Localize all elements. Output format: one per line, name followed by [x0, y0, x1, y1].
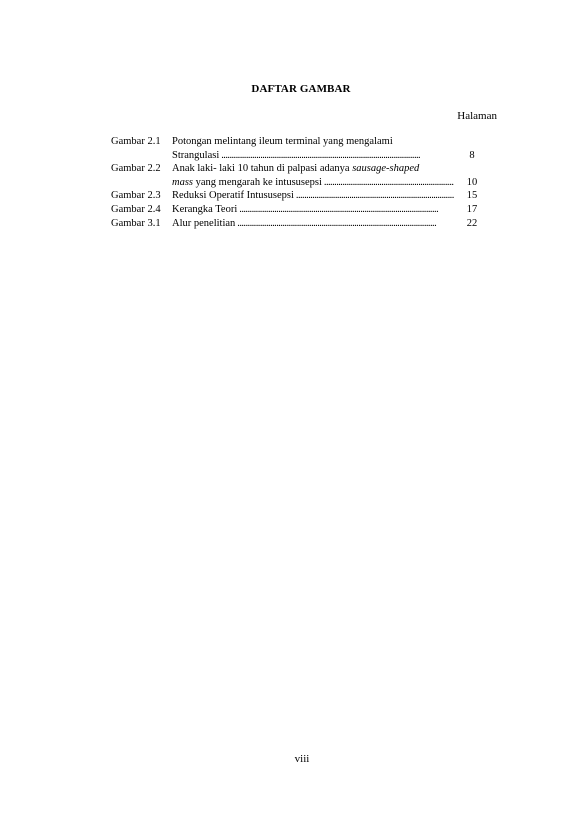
figure-caption: Alur penelitian [172, 217, 236, 229]
dot-leader [221, 149, 454, 163]
dot-leader [239, 203, 454, 217]
figure-entry [111, 189, 486, 203]
dot-leader [296, 189, 454, 203]
figure-caption: Anak laki- laki 10 tahun di palpasi adanya sausage-shaped [172, 163, 420, 175]
footer-page-number: viii [294, 753, 310, 765]
page-title: DAFTAR GAMBAR [251, 83, 351, 95]
figure-entry [111, 135, 486, 162]
figure-number: Gambar 3.1 [111, 217, 161, 229]
figure-page-number: 10 [466, 176, 478, 188]
figure-caption-continued: mass yang mengarah ke intususepsi [172, 176, 322, 188]
page-column-label: Halaman [457, 110, 497, 122]
figure-entry [111, 203, 486, 217]
figure-list [111, 135, 486, 230]
figure-page-number: 15 [466, 190, 478, 202]
figure-caption: Reduksi Operatif Intususepsi [172, 190, 294, 202]
figure-number: Gambar 2.3 [111, 190, 161, 202]
dot-leader [324, 176, 454, 190]
figure-number: Gambar 2.2 [111, 163, 161, 175]
figure-page-number: 22 [466, 217, 478, 229]
figure-caption-continued: Strangulasi [172, 149, 220, 161]
figure-number: Gambar 2.1 [111, 136, 161, 147]
figure-page-number: 8 [469, 149, 475, 161]
figure-entry [111, 217, 486, 231]
figure-number: Gambar 2.4 [111, 203, 161, 215]
dot-leader [237, 217, 454, 231]
figure-caption: Potongan melintang ileum terminal yang mengalami [172, 136, 393, 147]
figure-entry [111, 162, 486, 189]
figure-page-number: 17 [466, 203, 478, 215]
figure-caption: Kerangka Teori [172, 203, 238, 215]
